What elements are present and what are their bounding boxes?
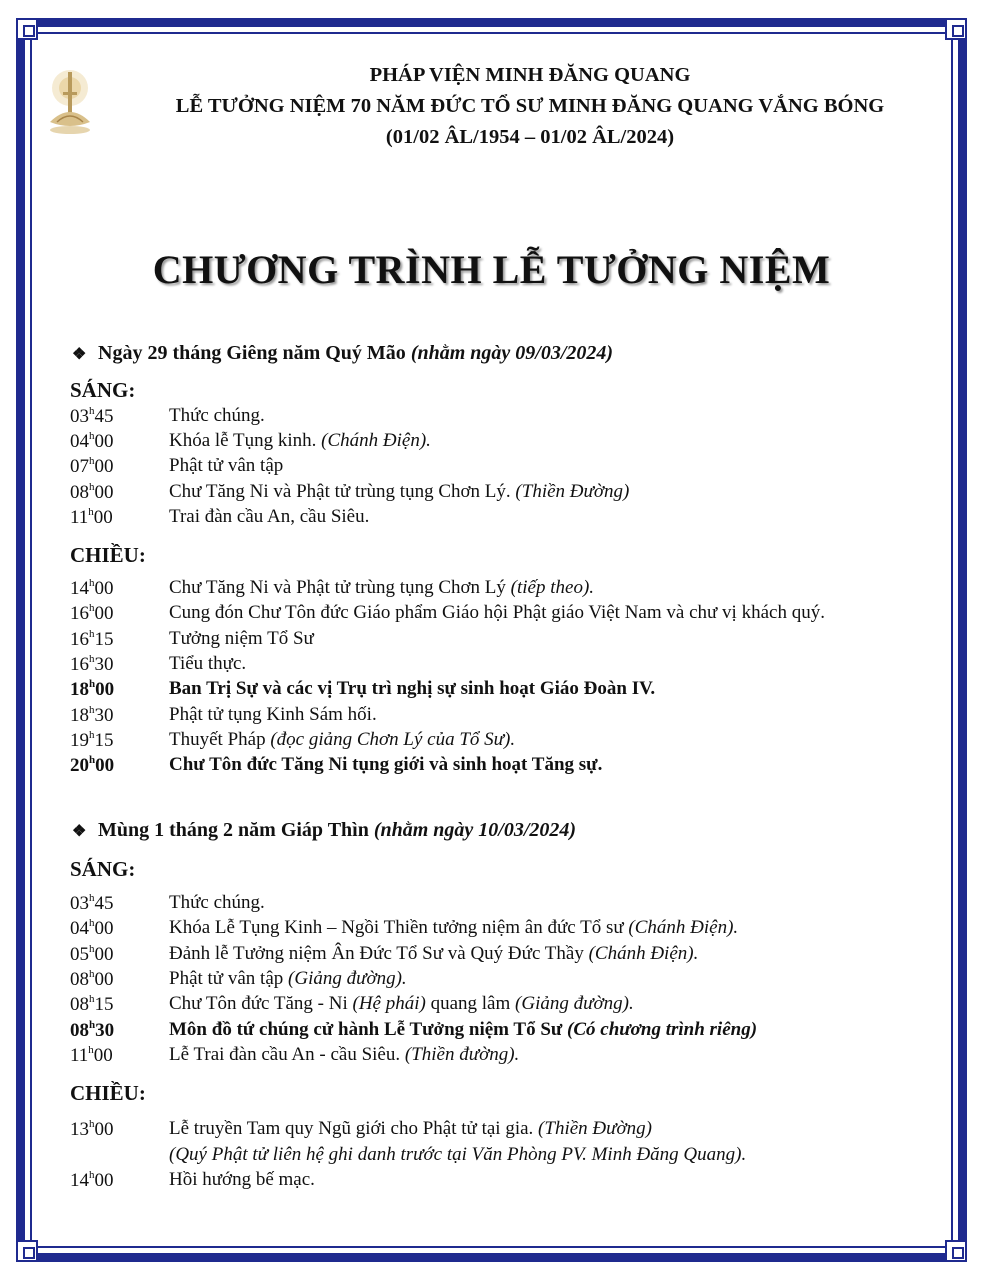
schedule-description: Tưởng niệm Tổ Sư bbox=[169, 627, 314, 649]
schedule-description: Chư Tăng Ni và Phật tử trùng tụng Chơn Lý (tiếp theo). bbox=[169, 577, 595, 598]
schedule-time: 13$^h$00 bbox=[70, 1118, 114, 1140]
schedule-time: 18$^h$00 bbox=[70, 678, 115, 701]
schedule-description: Đảnh lễ Tưởng niệm Ân Đức Tổ Sư và Quý Đức Thầy (Chánh Điện). bbox=[169, 942, 699, 964]
schedule-description: Môn đồ tứ chúng cử hành Lễ Tưởng niệm Tổ Sư (Có chương trình riêng) bbox=[169, 1018, 758, 1040]
schedule-time: 11$^h$00 bbox=[70, 1043, 113, 1066]
schedule-time: 16$^h$15 bbox=[70, 627, 114, 650]
schedule-time: 19$^h$15 bbox=[70, 728, 114, 751]
schedule-time: 18$^h$30 bbox=[70, 703, 114, 726]
header-line-3: (01/02 ÂL/1954 – 01/02 ÂL/2024) bbox=[385, 126, 675, 148]
schedule-time: 08$^h$30 bbox=[70, 1018, 115, 1041]
day-1-label: Ngày 29 tháng Giêng năm Quý Mão bbox=[98, 342, 406, 364]
schedule-description: Chư Tôn đức Tăng - Ni (Hệ phái) quang lâm (Giảng đường). bbox=[169, 993, 634, 1015]
diamond-bullet-icon: ❖ bbox=[72, 823, 87, 840]
schedule-description: Khóa lễ Tụng kinh. (Chánh Điện). bbox=[169, 430, 431, 452]
schedule-time: 03$^h$45 bbox=[70, 892, 114, 914]
schedule-time: 08$^h$00 bbox=[70, 967, 114, 990]
schedule-description: Cung đón Chư Tôn đức Giáo phẩm Giáo hội Phật giáo Việt Nam và chư vị khách quý. bbox=[169, 602, 825, 624]
schedule-time: 05$^h$00 bbox=[70, 942, 114, 965]
schedule-time: 03$^h$45 bbox=[70, 405, 114, 427]
schedule-description: Lễ truyền Tam quy Ngũ giới cho Phật tử tại gia. (Thiền Đường) bbox=[169, 1118, 652, 1139]
schedule-time: 08$^h$15 bbox=[70, 993, 114, 1016]
schedule-time: 16$^h$00 bbox=[70, 602, 114, 625]
day-1-heading bbox=[72, 342, 613, 365]
schedule-description: Tiểu thực. bbox=[169, 652, 247, 674]
corner-ornament bbox=[945, 1240, 967, 1262]
document-header bbox=[95, 60, 965, 153]
day-2-label: Mùng 1 tháng 2 năm Giáp Thìn bbox=[98, 819, 369, 841]
schedule-description: Lễ Trai đàn cầu An - cầu Siêu. (Thiền đường). bbox=[169, 1043, 520, 1065]
schedule-time: 08$^h$00 bbox=[70, 480, 114, 503]
afternoon-label: CHIỀU: bbox=[70, 543, 146, 567]
schedule-description: Chư Tôn đức Tăng Ni tụng giới và sinh hoạt Tăng sự. bbox=[169, 754, 603, 776]
schedule-description: Hồi hướng bế mạc. bbox=[169, 1169, 315, 1190]
header-line-1: PHÁP VIỆN MINH ĐĂNG QUANG bbox=[369, 64, 691, 86]
schedule-time: 14$^h$00 bbox=[70, 1169, 114, 1191]
schedule-time: 07$^h$00 bbox=[70, 455, 114, 478]
schedule-description: Trai đàn cầu An, cầu Siêu. bbox=[169, 505, 370, 527]
day-1-date-note: (nhằm ngày 09/03/2024) bbox=[410, 342, 614, 364]
schedule-time: 04$^h$00 bbox=[70, 430, 114, 453]
schedule-description: Thức chúng. bbox=[169, 405, 265, 426]
schedule-time: 14$^h$00 bbox=[70, 577, 114, 599]
morning-label: SÁNG: bbox=[70, 378, 136, 402]
corner-ornament bbox=[945, 18, 967, 40]
schedule-time: 04$^h$00 bbox=[70, 917, 114, 940]
morning-label: SÁNG: bbox=[70, 857, 136, 881]
schedule-description: Thuyết Pháp (đọc giảng Chơn Lý của Tổ Sư). bbox=[169, 728, 516, 750]
lotus-logo-icon bbox=[45, 62, 95, 140]
schedule-description: Phật tử vân tập (Giảng đường). bbox=[169, 967, 407, 989]
schedule-description: (Quý Phật tử liên hệ ghi danh trước tại Văn Phòng PV. Minh Đăng Quang). bbox=[169, 1143, 747, 1165]
day-2-heading bbox=[72, 819, 576, 842]
day-2-date-note: (nhằm ngày 10/03/2024) bbox=[373, 819, 577, 841]
diamond-bullet-icon: ❖ bbox=[72, 346, 87, 363]
schedule-description: Chư Tăng Ni và Phật tử trùng tụng Chơn Lý. (Thiền Đường) bbox=[169, 480, 630, 502]
schedule-time: 20$^h$00 bbox=[70, 754, 115, 777]
schedule-description: Khóa Lễ Tụng Kinh – Ngồi Thiền tưởng niệm ân đức Tổ sư (Chánh Điện). bbox=[169, 917, 739, 939]
schedule-time: 16$^h$30 bbox=[70, 652, 114, 675]
schedule-time: 11$^h$00 bbox=[70, 505, 113, 528]
page-title: CHƯƠNG TRÌNH LỄ TƯỞNG NIỆM bbox=[152, 247, 831, 292]
schedule-description: Phật tử tụng Kinh Sám hối. bbox=[169, 703, 377, 725]
schedule-description: Ban Trị Sự và các vị Trụ trì nghị sự sinh hoạt Giáo Đoàn IV. bbox=[169, 678, 656, 700]
corner-ornament bbox=[16, 18, 38, 40]
schedule-description: Thức chúng. bbox=[169, 892, 265, 913]
schedule-description: Phật tử vân tập bbox=[169, 455, 284, 477]
corner-ornament bbox=[16, 1240, 38, 1262]
afternoon-label: CHIỀU: bbox=[70, 1081, 146, 1105]
header-line-2: LỄ TƯỞNG NIỆM 70 NĂM ĐỨC TỔ SƯ MINH ĐĂNG QUANG VẮNG BÓNG bbox=[175, 95, 885, 117]
